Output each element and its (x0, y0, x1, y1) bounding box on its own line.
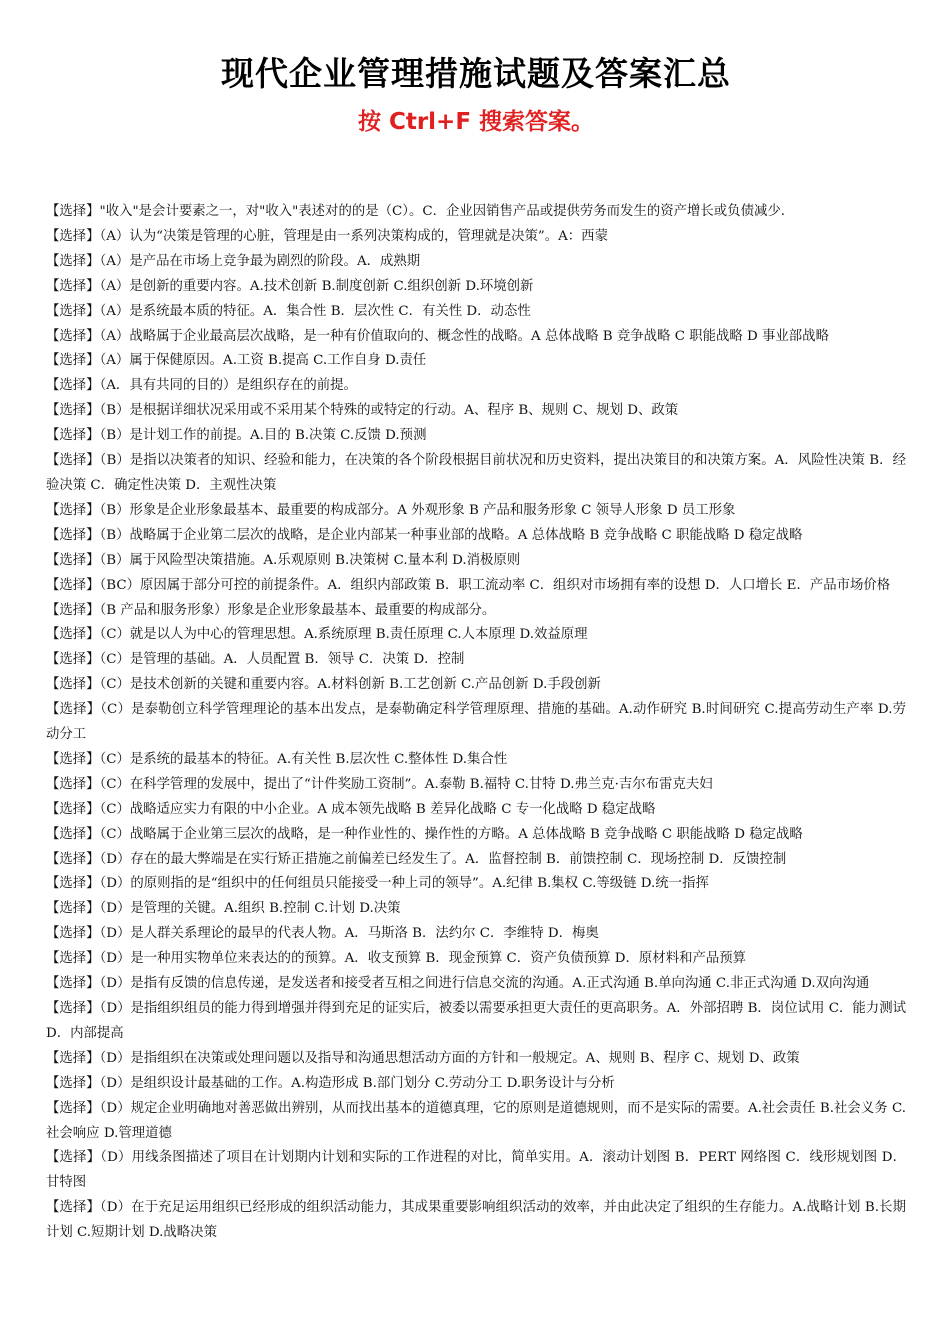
question-item: 【选择】（D）是指组织在决策或处理问题以及指导和沟通思想活动方面的方针和一般规定。A、规则 B、程序 C、规划 D、政策 (46, 1050, 800, 1066)
question-item: 【选择】（A）认为“决策是管理的心脏，管理是由一系列决策构成的，管理就是决策”。A：西蒙 (46, 228, 608, 244)
question-item: 【选择】（C）战略属于企业第三层次的战略，是一种作业性的、操作性的方略。A 总体战略 B 竞争战略 C 职能战略 D 稳定战略 (46, 826, 803, 842)
question-item: 【选择】（C）是管理的基础。A．人员配置 B．领导 C．决策 D．控制 (46, 652, 465, 668)
question-item: 【选择】（C）战略适应实力有限的中小企业。A 成本领先战略 B 差异化战略 C 专一化战略 D 稳定战略 (46, 801, 656, 817)
question-item: 【选择】（B 产品和服务形象）形象是企业形象最基本、最重要的构成部分。 (46, 602, 496, 618)
question-item: 【选择】（D）在于充足运用组织已经形成的组织活动能力，其成果重要影响组织活动的效率，并由此决定了组织的生存能力。A.战略计划 B.长期计划 C.短期计划 D.战略决策 (46, 1200, 906, 1241)
question-item: 【选择】（D）是人群关系理论的最早的代表人物。A．马斯洛 B．法约尔 C．李维特 D．梅奥 (46, 926, 599, 942)
question-item: 【选择】（C）是技术创新的关键和重要内容。A.材料创新 B.工艺创新 C.产品创新 D.手段创新 (46, 677, 601, 693)
question-item: 【选择】（B）属于风险型决策措施。A.乐观原则 B.决策树 C.量本利 D.消极原则 (46, 552, 521, 568)
question-item: 【选择】（D）存在的最大弊端是在实行矫正措施之前偏差已经发生了。A．监督控制 B．前馈控制 C．现场控制 D．反馈控制 (46, 851, 787, 867)
question-item: 【选择】（D）是组织设计最基础的工作。A.构造形成 B.部门划分 C.劳动分工 D.职务设计与分析 (46, 1075, 615, 1091)
question-item: 【选择】（D）用线条图描述了项目在计划期内计划和实际的工作进程的对比，简单实用。A．滚动计划图 B．PERT 网络图 C．线形规划图 D．甘特图 (46, 1150, 906, 1191)
question-item: 【选择】（A）是产品在市场上竞争最为剧烈的阶段。A．成熟期 (46, 253, 421, 269)
question-item: 【选择】（D）是一种用实物单位来表达的的预算。A．收支预算 B．现金预算 C．资产负债预算 D．原材料和产品预算 (46, 951, 747, 967)
question-item: 【选择】（C）就是以人为中心的管理思想。A.系统原理 B.责任原理 C.人本原理 D.效益原理 (46, 627, 588, 643)
question-list (46, 200, 906, 1246)
question-item: 【选择】（B）是根据详细状况采用或不采用某个特殊的或特定的行动。A、程序 B、规则 C、规划 D、政策 (46, 403, 679, 419)
question-item: 【选择】（D）的原则指的是“组织中的任何组员只能接受一种上司的领导”。A.纪律 B.集权 C.等级链 D.统一指挥 (46, 876, 709, 892)
question-item: 【选择】（D）规定企业明确地对善恶做出辨别，从而找出基本的道德真理，它的原则是道德规则，而不是实际的需要。A.社会责任 B.社会义务 C.社会响应 D.管理道德 (46, 1100, 906, 1141)
question-item: 【选择】（C）在科学管理的发展中，提出了“计件奖励工资制”。A.泰勒 B.福特 C.甘特 D.弗兰克·吉尔布雷克夫妇 (46, 776, 713, 792)
question-item: 【选择】（C）是系统的最基本的特征。A.有关性 B.层次性 C.整体性 D.集合性 (46, 751, 508, 767)
document-title: 现代企业管理措施试题及答案汇总 (221, 54, 731, 93)
question-item: 【选择】（D）是指组织组员的能力得到增强并得到充足的证实后，被委以需要承担更大责任的更高职务。A．外部招聘 B．岗位试用 C．能力测试 D．内部提高 (46, 1001, 906, 1041)
question-item: 【选择】（B）形象是企业形象最基本、最重要的构成部分。A 外观形象 B 产品和服务形象 C 领导人形象 D 员工形象 (46, 502, 736, 518)
question-item: 【选择】"收入"是会计要素之一，对"收入"表述对的的是（C）。C．企业因销售产品或提供劳务而发生的资产增长或负债减少. (46, 204, 785, 219)
question-item: 【选择】（C）是泰勒创立科学管理理论的基本出发点，是泰勒确定科学管理原理、措施的基础。A.动作研究 B.时间研究 C.提高劳动生产率 D.劳动分工 (46, 702, 906, 743)
question-item: 【选择】（A）是创新的重要内容。A.技术创新 B.制度创新 C.组织创新 D.环境创新 (46, 278, 534, 294)
question-item: 【选择】（A）属于保健原因。A.工资 B.提高 C.工作自身 D.责任 (46, 353, 427, 369)
question-item: 【选择】（B）是计划工作的前提。A.目的 B.决策 C.反馈 D.预测 (46, 428, 427, 444)
question-item: 【选择】（B）战略属于企业第二层次的战略，是企业内部某一种事业部的战略。A 总体战略 B 竞争战略 C 职能战略 D 稳定战略 (46, 527, 803, 543)
question-item: 【选择】（B）是指以决策者的知识、经验和能力，在决策的各个阶段根据目前状况和历史资料，提出决策目的和决策方案。A．风险性决策 B．经验决策 C．确定性决策 D．主观性决策 (46, 453, 906, 493)
question-item: 【选择】（A）是系统最本质的特征。A．集合性 B．层次性 C．有关性 D．动态性 (46, 303, 531, 319)
question-item: 【选择】（D）是指有反馈的信息传递，是发送者和接受者互相之间进行信息交流的沟通。A.正式沟通 B.单向沟通 C.非正式沟通 D.双向沟通 (46, 976, 870, 992)
document-subtitle: 按 Ctrl+F 搜索答案。 (357, 109, 595, 135)
question-item: 【选择】（D）是管理的关键。A.组织 B.控制 C.计划 D.决策 (46, 901, 401, 917)
question-item: 【选择】（A）战略属于企业最高层次战略，是一种有价值取向的、概念性的战略。A 总体战略 B 竞争战略 C 职能战略 D 事业部战略 (46, 328, 829, 344)
question-item: 【选择】（BC）原因属于部分可控的前提条件。A．组织内部政策 B．职工流动率 C．组织对市场拥有率的设想 D．人口增长 E．产品市场价格 (46, 577, 891, 593)
question-item: 【选择】（A．具有共同的目的）是组织存在的前提。 (46, 378, 357, 394)
